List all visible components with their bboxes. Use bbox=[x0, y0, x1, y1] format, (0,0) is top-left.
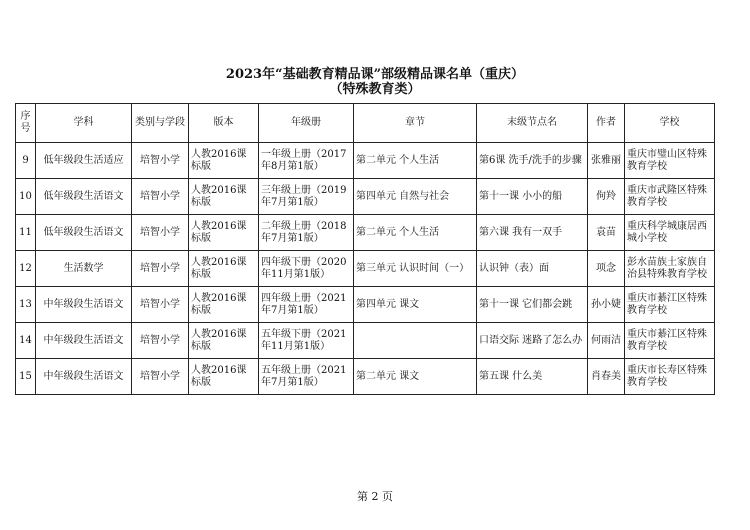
cell-grade: 五年级上册（2021年7月第1版） bbox=[259, 359, 354, 395]
cell-school: 重庆科学城康居西城小学校 bbox=[625, 215, 715, 251]
header-subject: 学科 bbox=[36, 104, 132, 143]
cell-edition: 人教2016课标版 bbox=[189, 179, 259, 215]
table-row bbox=[16, 215, 715, 251]
cell-no: 10 bbox=[16, 179, 36, 215]
cell-grade: 四年级下册（2020年11月第1版） bbox=[259, 251, 354, 287]
cell-no: 13 bbox=[16, 287, 36, 323]
table-row bbox=[16, 359, 715, 395]
cell-chapter: 第二单元 个人生活 bbox=[354, 143, 477, 179]
cell-grade: 四年级上册（2021年7月第1版） bbox=[259, 287, 354, 323]
header-node: 末级节点名 bbox=[477, 104, 588, 143]
cell-edition: 人教2016课标版 bbox=[189, 323, 259, 359]
cell-edition: 人教2016课标版 bbox=[189, 359, 259, 395]
cell-school: 重庆市綦江区特殊教育学校 bbox=[625, 287, 715, 323]
cell-node: 第六课 我有一双手 bbox=[477, 215, 588, 251]
cell-subject: 低年级段生活语文 bbox=[36, 215, 132, 251]
header-no: 序号 bbox=[16, 104, 36, 143]
cell-grade: 三年级上册（2019年7月第1版） bbox=[259, 179, 354, 215]
cell-chapter: 第二单元 个人生活 bbox=[354, 215, 477, 251]
document-subtitle: （特殊教育类） bbox=[329, 82, 421, 97]
cell-subject: 中年级段生活语文 bbox=[36, 287, 132, 323]
table-header-row bbox=[16, 104, 715, 143]
table-row bbox=[16, 251, 715, 287]
cell-chapter: 第二单元 课文 bbox=[354, 359, 477, 395]
cell-category: 培智小学 bbox=[132, 215, 189, 251]
cell-grade: 二年级上册（2018年7月第1版） bbox=[259, 215, 354, 251]
course-list-table bbox=[15, 103, 715, 395]
cell-node: 第十一课 小小的船 bbox=[477, 179, 588, 215]
cell-school: 重庆市长寿区特殊教育学校 bbox=[625, 359, 715, 395]
cell-edition: 人教2016课标版 bbox=[189, 251, 259, 287]
cell-no: 14 bbox=[16, 323, 36, 359]
cell-subject: 低年级段生活适应 bbox=[36, 143, 132, 179]
cell-subject: 生活数学 bbox=[36, 251, 132, 287]
cell-grade: 五年级下册（2021年11月第1版） bbox=[259, 323, 354, 359]
cell-no: 9 bbox=[16, 143, 36, 179]
cell-subject: 中年级段生活语文 bbox=[36, 323, 132, 359]
cell-author: 袁苗 bbox=[588, 215, 625, 251]
document-title: 2023年“基础教育精品课”部级精品课名单（重庆） bbox=[225, 67, 525, 82]
header-category: 类别与学段 bbox=[132, 104, 189, 143]
cell-category: 培智小学 bbox=[132, 179, 189, 215]
cell-edition: 人教2016课标版 bbox=[189, 287, 259, 323]
cell-subject: 中年级段生活语文 bbox=[36, 359, 132, 395]
cell-node: 第6课 洗手/洗手的步骤 bbox=[477, 143, 588, 179]
cell-school: 彭水苗族土家族自治县特殊教育学校 bbox=[625, 251, 715, 287]
table-row bbox=[16, 179, 715, 215]
header-edition: 版本 bbox=[189, 104, 259, 143]
cell-chapter: 第四单元 自然与社会 bbox=[354, 179, 477, 215]
cell-node: 第五课 什么美 bbox=[477, 359, 588, 395]
cell-school: 重庆市武隆区特殊教育学校 bbox=[625, 179, 715, 215]
cell-author: 佝羚 bbox=[588, 179, 625, 215]
cell-chapter bbox=[354, 323, 477, 359]
cell-author: 肖春美 bbox=[588, 359, 625, 395]
table-row bbox=[16, 143, 715, 179]
cell-grade: 一年级上册（2017年8月第1版） bbox=[259, 143, 354, 179]
header-grade: 年级册 bbox=[259, 104, 354, 143]
cell-node: 口语交际 迷路了怎么办 bbox=[477, 323, 588, 359]
cell-chapter: 第四单元 课文 bbox=[354, 287, 477, 323]
table-row bbox=[16, 323, 715, 359]
cell-author: 孙小婕 bbox=[588, 287, 625, 323]
cell-category: 培智小学 bbox=[132, 287, 189, 323]
header-chapter: 章节 bbox=[354, 104, 477, 143]
header-school: 学校 bbox=[625, 104, 715, 143]
cell-no: 12 bbox=[16, 251, 36, 287]
page-number: 第 2 页 bbox=[357, 490, 393, 503]
cell-category: 培智小学 bbox=[132, 251, 189, 287]
header-author: 作者 bbox=[588, 104, 625, 143]
cell-node: 第十一课 它们都会跳 bbox=[477, 287, 588, 323]
cell-school: 重庆市璧山区特殊教育学校 bbox=[625, 143, 715, 179]
cell-no: 11 bbox=[16, 215, 36, 251]
cell-author: 何雨洁 bbox=[588, 323, 625, 359]
cell-category: 培智小学 bbox=[132, 359, 189, 395]
cell-chapter: 第三单元 认识时间（一） bbox=[354, 251, 477, 287]
cell-school: 重庆市綦江区特殊教育学校 bbox=[625, 323, 715, 359]
cell-edition: 人教2016课标版 bbox=[189, 215, 259, 251]
cell-no: 15 bbox=[16, 359, 36, 395]
cell-author: 张雅丽 bbox=[588, 143, 625, 179]
cell-author: 项念 bbox=[588, 251, 625, 287]
table-row bbox=[16, 287, 715, 323]
cell-node: 认识钟（表）面 bbox=[477, 251, 588, 287]
cell-subject: 低年级段生活语文 bbox=[36, 179, 132, 215]
cell-category: 培智小学 bbox=[132, 143, 189, 179]
cell-edition: 人教2016课标版 bbox=[189, 143, 259, 179]
cell-category: 培智小学 bbox=[132, 323, 189, 359]
